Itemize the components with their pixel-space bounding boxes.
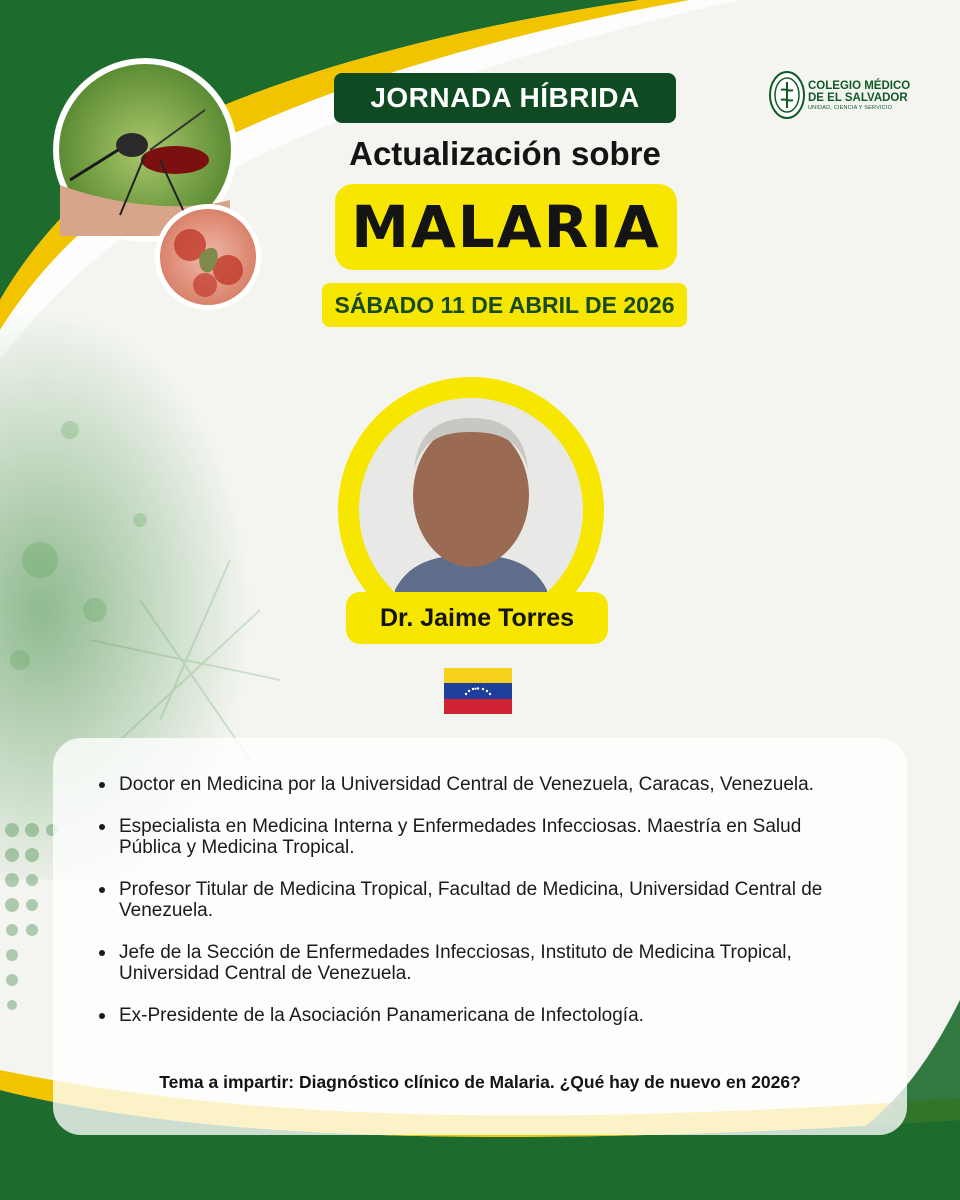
topic-title: MALARIA [351, 193, 661, 261]
event-subtitle: Actualización sobre [349, 135, 661, 172]
event-type-badge: JORNADA HÍBRIDA [334, 73, 676, 123]
logo-line-1: COLEGIO MÉDICO [808, 80, 911, 92]
topic-title-box [335, 184, 677, 270]
logo-slogan: UNIDAD, CIENCIA Y SERVICIO [808, 105, 893, 111]
bio-item: Doctor en Medicina por la Universidad Central de Venezuela, Caracas, Venezuela. [119, 774, 859, 795]
bio-item: Ex-Presidente de la Asociación Panamericana de Infectología. [119, 1005, 859, 1026]
bio-list [119, 774, 859, 1047]
colegio-medico-logo-icon [769, 70, 805, 120]
bio-item: Jefe de la Sección de Enfermedades Infecciosas, Instituto de Medicina Tropical, Universidad Central de Venezuela. [119, 942, 859, 984]
speaker-name: Dr. Jaime Torres [346, 592, 608, 644]
speaker-bio-card [53, 738, 907, 1135]
event-date: SÁBADO 11 DE ABRIL DE 2026 [322, 283, 687, 327]
logo-text [808, 80, 918, 112]
talk-topic: Tema a impartir: Diagnóstico clínico de Malaria. ¿Qué hay de nuevo en 2026? [159, 1072, 801, 1092]
logo-line-2: DE EL SALVADOR [808, 92, 908, 104]
bio-item: Profesor Titular de Medicina Tropical, Facultad de Medicina, Universidad Central de Venezuela. [119, 879, 859, 921]
bio-item: Especialista en Medicina Interna y Enfermedades Infecciosas. Maestría en Salud Pública y Medicina Tropical. [119, 816, 859, 858]
venezuela-flag-icon [444, 668, 512, 714]
